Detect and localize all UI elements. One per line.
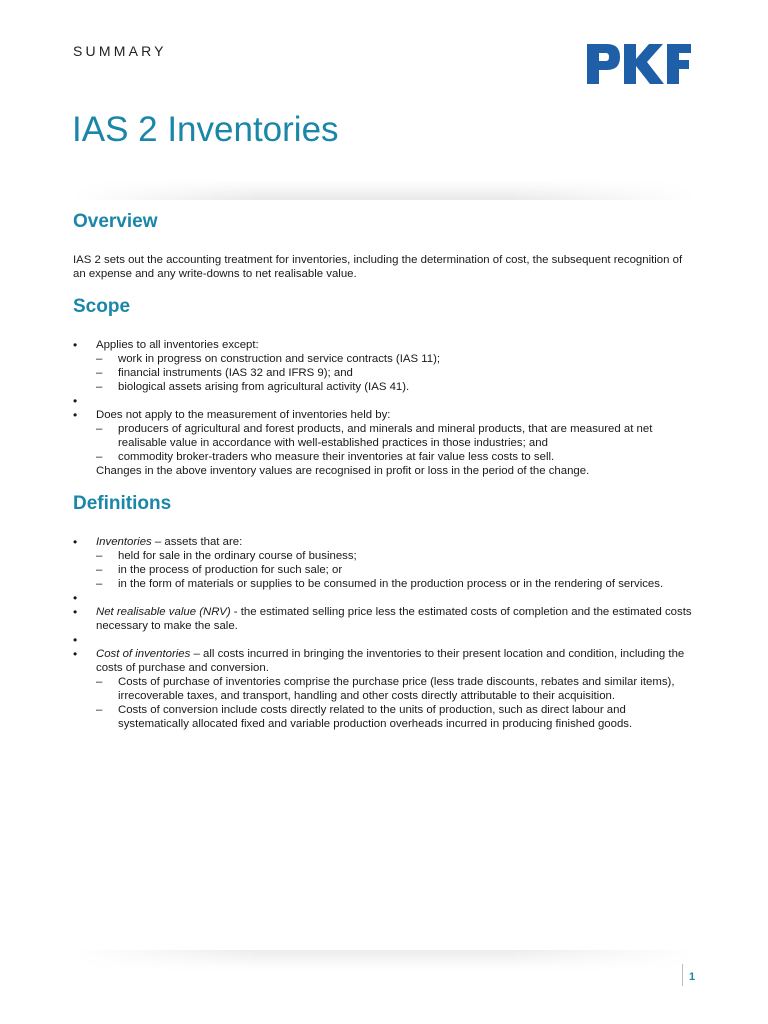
definition-text: – all costs incurred in bringing the inventories to their present location and condition, including the costs of purchase and conversion. (96, 648, 685, 674)
definition-term: Cost of inventories (96, 648, 191, 660)
definition-term: Net realisable value (NRV) (96, 606, 231, 618)
footer-divider-shadow (72, 950, 696, 970)
overview-paragraph: IAS 2 sets out the accounting treatment for inventories, including the determination of cost, the subsequent recognition of an expense and any write-downs to net realisable value. (73, 254, 683, 280)
scope-bullet (73, 338, 696, 394)
definitions-list (73, 535, 696, 731)
definition-subitem: – in the process of production for such sale; or (96, 563, 696, 577)
header-divider-shadow (72, 180, 696, 200)
page-number: 1 (682, 964, 695, 986)
scope-subitem: – producers of agricultural and forest products, and minerals and mineral products, that are measured at net realisable value in accordance with well-established practices in those industries; and (96, 422, 696, 450)
scope-note: Changes in the above inventory values are recognised in profit or loss in the period of the change. (96, 465, 590, 477)
scope-subitem: – work in progress on construction and service contracts (IAS 11); (96, 352, 696, 366)
document-body (73, 209, 696, 731)
scope-subitem: – financial instruments (IAS 32 and IFRS 9); and (96, 366, 696, 380)
definition-subitem: – Costs of purchase of inventories comprise the purchase price (less trade discounts, rebates and similar items), irrecoverable taxes, and transport, handling and other costs directly attributable to their acquisition. (96, 675, 696, 703)
scope-list (73, 338, 696, 478)
definition-item (73, 605, 696, 633)
definition-sublist (96, 549, 696, 591)
definition-subitem: – held for sale in the ordinary course of business; (96, 549, 696, 563)
definitions-heading: Definitions (73, 493, 172, 514)
definition-sublist (96, 675, 696, 731)
document-kicker: SUMMARY (73, 43, 167, 59)
definitions-section (73, 491, 696, 731)
definition-item (73, 647, 696, 731)
scope-heading: Scope (73, 296, 131, 317)
page-title: IAS 2 Inventories (72, 110, 339, 149)
overview-heading: Overview (73, 211, 158, 232)
scope-section (73, 294, 696, 478)
scope-sublist (96, 422, 696, 464)
definition-term: Inventories (96, 536, 152, 548)
spacer (73, 394, 696, 408)
definition-subitem: – in the form of materials or supplies to be consumed in the production process or in the rendering of services. (96, 577, 696, 591)
scope-subitem: – biological assets arising from agricultural activity (IAS 41). (96, 380, 696, 394)
definition-text: - the estimated selling price less the estimated costs of completion and the estimated costs necessary to make the sale. (96, 606, 692, 632)
spacer (73, 633, 696, 647)
scope-sublist (96, 352, 696, 394)
scope-bullet (73, 408, 696, 478)
pkf-logo (583, 40, 693, 88)
scope-bullet-text: Applies to all inventories except: (96, 339, 259, 351)
overview-section (73, 209, 696, 281)
scope-bullet-text: Does not apply to the measurement of inventories held by: (96, 409, 391, 421)
scope-subitem: – commodity broker-traders who measure their inventories at fair value less costs to sell. (96, 450, 696, 464)
spacer (73, 591, 696, 605)
definition-item (73, 535, 696, 591)
definition-text: – assets that are: (151, 536, 243, 548)
definition-subitem: – Costs of conversion include costs directly related to the units of production, such as direct labour and systematically allocated fixed and variable production overheads incurred in producing finished goods. (96, 703, 696, 731)
